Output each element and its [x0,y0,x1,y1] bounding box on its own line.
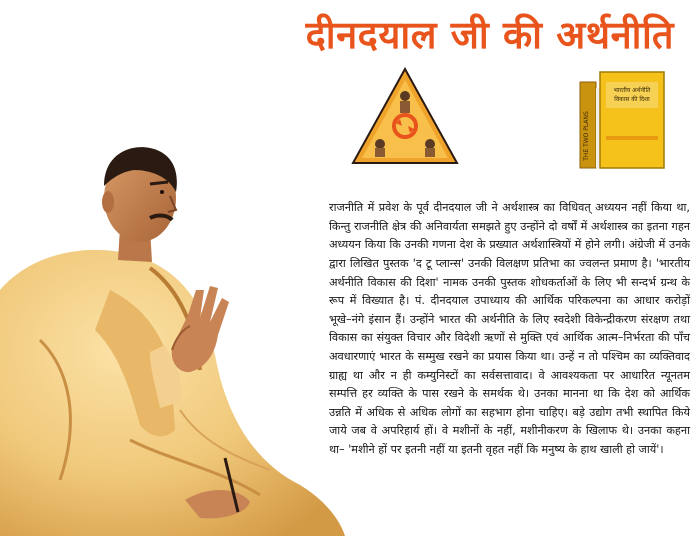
svg-text:THE TWO PLANS: THE TWO PLANS [583,111,590,161]
portrait-illustration [0,140,345,536]
article-body: राजनीति में प्रवेश के पूर्व दीनदयाल जी ने अर्थशास्त्र का विधिवत् अध्ययन नहीं किया था, किन्तु राजनीति क्षेत्र की अनिवार्यता समझते हुए उन्होंने दो वर्षों में अर्थशास्त्र का इतना गहन अध्ययन किया कि उनकी गणना देश के प्रख्यात अर्थशास्त्रियों में होने लगी। अंग्रेजी में उनके द्वारा लिखित पुस्तक 'द टू प्लान्स' उनकी विलक्षण प्रतिभा का ज्वलन्त प्रमाण है। 'भारतीय अर्थनीति विकास की दिशा' नामक उनकी पुस्तक शोधकर्ताओं के लिए भी सन्दर्भ ग्रन्थ के रूप में विख्यात है। पं. दीनदयाल उपाध्याय की आर्थिक परिकल्पना का आधार करोड़ों भूखे–नंगे इंसान हैं। उन्होंने भारत की अर्थनीति के लिए स्वदेशी विकेन्द्रीकरण संरक्षण तथा विकास का संयुक्त विचार और विदेशी ऋणों से मुक्ति एवं आर्थिक आत्म–निर्भरता की पाँच अवधारणाएं भारत के सम्मुख रखने का प्रयास किया था। उन्हें न तो पश्चिम का व्यक्तिवाद ग्राह्य था और न ही कम्युनिस्टों का सर्वसत्तावाद। वे आवश्यकता पर आधारित न्यूनतम सम्पत्ति हर व्यक्ति के पास रखने के समर्थक थे। उनका मानना था कि देश को आर्थिक उन्नति में अधिक से अधिक लोगों का सहभाग होना चाहिए। बड़े उद्योग तभी स्थापित किये जाये जब वे अपरिहार्य हों। वे मशीनों के नहीं, मशीनीकरण के खिलाफ थे। उनका कहना था– 'मशीने हों पर इतनी नहीं या इतनी वृहत नहीं कि मनुष्य के हाथ खाली हो जायें'। [329,201,690,456]
svg-text:भारतीय अर्थनीति: भारतीय अर्थनीति [613,87,651,94]
svg-text:विकास की दिशा: विकास की दिशा [614,96,650,103]
page-title: दीनदयाल जी की अर्थनीति [305,13,674,57]
books-illustration [572,66,672,176]
emblem-triangle-logo [350,66,460,166]
